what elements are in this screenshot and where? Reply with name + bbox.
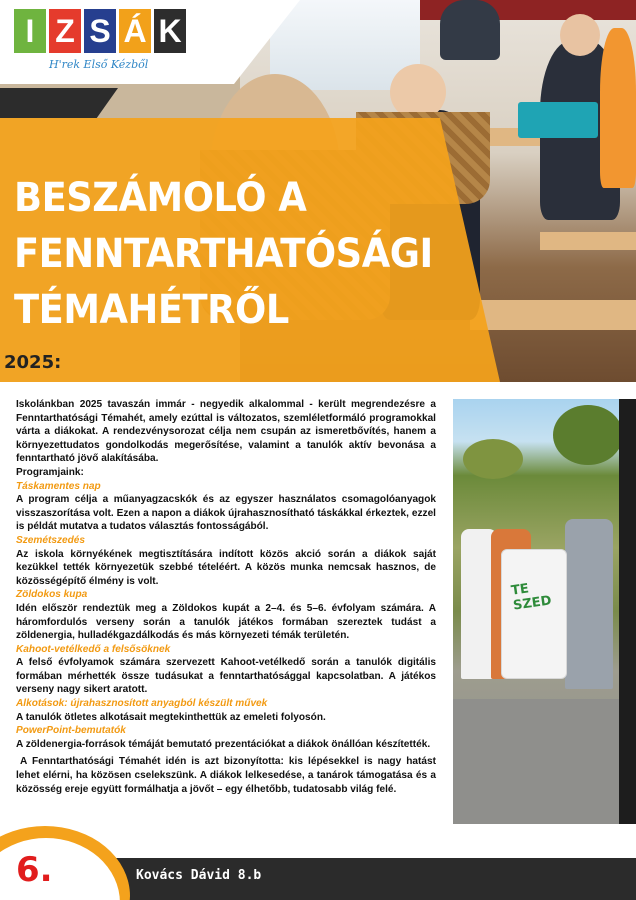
desk <box>540 232 636 250</box>
logo-tagline: H'rek Első Kézből <box>49 58 149 71</box>
logo-letter: I <box>14 9 46 53</box>
road <box>453 699 619 824</box>
section-body: A zöldenergia-források témáját bemutató prezentációkat a diákok önállóan készítették. <box>16 738 431 750</box>
article-body <box>16 398 436 796</box>
cleanup-photo <box>453 399 619 824</box>
section-heading: Kahoot-vetélkedő a felsősöknek <box>16 643 171 655</box>
section-heading: Zöldokos kupa <box>16 589 88 601</box>
logo-letter: K <box>154 9 186 53</box>
programs-label: Programjaink: <box>16 466 84 478</box>
page-number: 6. <box>16 850 53 890</box>
logo-letter: Á <box>119 9 151 53</box>
section-body: A program célja a műanyagzacskók és az egyszer használatos csomagolóanyagok visszaszorítása volt. Ezen a napon a diákok újrahasznosítható táskákkal érkeztek, ezzel is példát mutatva a tudatos választás fontosságából. <box>16 494 436 533</box>
photo-edge-strip <box>619 399 636 824</box>
section-body: Idén először rendeztük meg a Zöldokos kupát a 2–4. és 5–6. évfolyam számára. A háromfordulós verseny során a tanulók játékos formában szereztek tudást a zöldenergia, hulladékgazdálkodás és más környezeti témák területén. <box>16 602 436 642</box>
closing-paragraph: A Fenntarthatósági Témahét idén is azt bizonyította: kis lépésekkel is nagy hatást lehet elérni, ha közösen cselekszünk. A diákok lelkesedése, a tanárok támogatása és a közösség ereje együtt formálhatja a jövőt – egy élhetőbb, tudatosabb világ felé. <box>16 756 436 795</box>
student-face <box>560 14 600 56</box>
bag-print: TE SZED <box>510 581 553 614</box>
logo-letter: Z <box>49 9 81 53</box>
title-line: FENNTARTHATÓSÁGI <box>14 231 433 277</box>
trash-bag <box>501 549 567 679</box>
section-heading: Alkotások: újrahasznosított anyagból készült művek <box>16 698 268 710</box>
tree <box>463 439 523 479</box>
year-label: 2025: <box>4 352 62 373</box>
izsak-logo <box>14 9 186 53</box>
student <box>565 519 613 689</box>
section-body: A felső évfolyamok számára szervezett Kahoot-vetélkedő során a tanulók digitális formában mérhették össze tudásukat a fenntarthatósággal kapcsolatban. A játékos verseny nagy sikert aratott. <box>16 657 436 696</box>
logo-letter: S <box>84 9 116 53</box>
title-line: BESZÁMOLÓ A <box>14 175 307 221</box>
title-line: TÉMAHÉTRŐL <box>14 287 289 333</box>
page-title <box>14 170 446 338</box>
intro-paragraph: Iskolánkban 2025 tavaszán immár - negyedik alkalommal - került megrendezésre a Fenntarthatósági Témahét, amely ezúttal is változatos, szemléletformáló programokkal várta a diákokat. A rendezvénysorozat célja nem csupán az ismeretbővítés, hanem a környezettudatos gondolkodás megerősítése, valamint a tanulók aktív bevonása a fenntartható jövő alakításába. <box>16 399 436 465</box>
author-name: Kovács Dávid 8.b <box>136 868 262 883</box>
desk <box>470 300 636 330</box>
section-body: A tanulók ötletes alkotásait megtekinthettük az emeleti folyosón. <box>16 711 326 723</box>
student <box>600 28 636 188</box>
section-heading: PowerPoint-bemutatók <box>16 725 126 737</box>
section-heading: Szemétszedés <box>16 534 86 546</box>
student <box>440 0 500 60</box>
section-body: Az iskola környékének megtisztítására indított közös akció során a diákok saját kezükkel tették környezetük szebbé tételéért. A közös munka nemcsak hasznos, de közösségépítő élmény is volt. <box>16 548 436 587</box>
teal-tray <box>518 102 598 138</box>
section-heading: Táskamentes nap <box>16 480 101 492</box>
tree <box>553 405 619 465</box>
